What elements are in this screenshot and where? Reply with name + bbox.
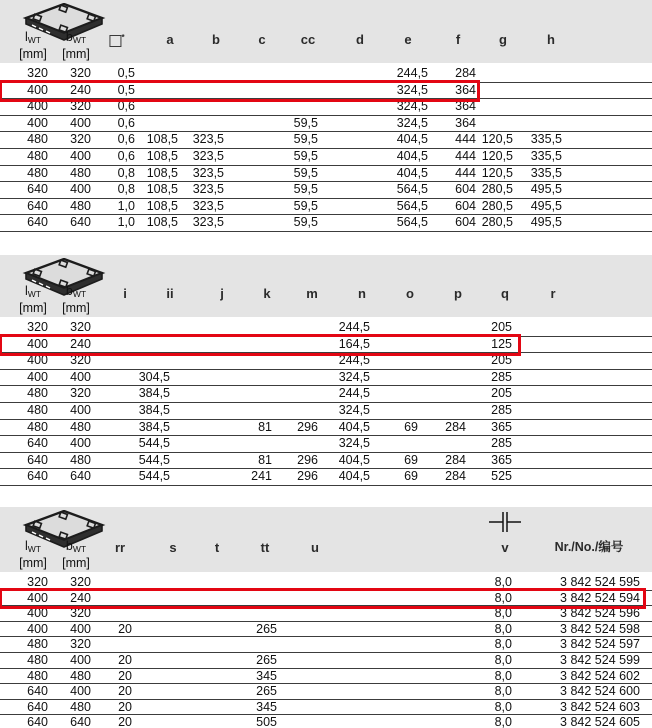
- cell-tt: 345: [256, 699, 277, 714]
- cell-v: 8,0: [494, 715, 512, 728]
- cell-n: 324,5: [338, 369, 370, 384]
- cell-tt: 345: [256, 668, 277, 683]
- column-letter-f: f: [455, 32, 461, 47]
- cell-q: 205: [491, 320, 512, 334]
- cell-sq: 0,6: [117, 132, 135, 147]
- table-row: [0, 132, 652, 149]
- table-header-band: [0, 0, 652, 63]
- cell-bwt: 320: [70, 575, 91, 589]
- table-row: [0, 469, 652, 486]
- cell-bwt: 640: [70, 469, 91, 484]
- cell-g: 120,5: [481, 132, 513, 147]
- table-row: [0, 199, 652, 216]
- cell-bwt: 480: [70, 198, 91, 213]
- cell-nr: 3 842 524 594: [560, 590, 640, 605]
- table-row: [0, 591, 652, 607]
- cell-n: 244,5: [338, 386, 370, 401]
- cell-k: 241: [251, 469, 272, 484]
- cell-lwt: 480: [27, 165, 48, 180]
- cell-e: 324,5: [396, 99, 428, 114]
- cell-lwt: 640: [27, 436, 48, 451]
- cell-f: 364: [455, 115, 476, 130]
- cell-lwt: 640: [27, 684, 48, 699]
- cell-bwt: 320: [70, 320, 91, 334]
- table-row: [0, 420, 652, 437]
- table-row: [0, 99, 652, 116]
- cell-lwt: 640: [27, 452, 48, 467]
- cell-lwt: 320: [27, 320, 48, 334]
- cell-v: 8,0: [494, 699, 512, 714]
- cell-a: 108,5: [146, 215, 178, 230]
- cell-ii: 384,5: [138, 419, 170, 434]
- cell-a: 108,5: [146, 148, 178, 163]
- column-letter-u: u: [311, 540, 319, 555]
- cell-e: 564,5: [396, 215, 428, 230]
- cell-h: 495,5: [530, 215, 562, 230]
- column-letter-s: s: [169, 540, 177, 555]
- table-row: [0, 116, 652, 133]
- cell-e: 244,5: [396, 66, 428, 80]
- column-letter-h: h: [547, 32, 555, 47]
- cell-bwt: 240: [70, 336, 91, 351]
- cell-rr: 20: [118, 684, 132, 699]
- cell-bwt: 400: [70, 436, 91, 451]
- cell-g: 120,5: [481, 165, 513, 180]
- cell-rr: 20: [118, 699, 132, 714]
- table-rows: [0, 320, 652, 486]
- cell-bwt: 480: [70, 668, 91, 683]
- cell-lwt: 320: [27, 575, 48, 589]
- cell-n: 324,5: [338, 402, 370, 417]
- cell-bwt: 400: [70, 684, 91, 699]
- column-letter-e: e: [404, 32, 412, 47]
- cell-q: 285: [491, 402, 512, 417]
- cell-v: 8,0: [494, 590, 512, 605]
- column-letter-o: o: [406, 286, 414, 301]
- lwt-column-label: $l_{WT}$ [mm]: [19, 284, 47, 315]
- cell-lwt: 480: [27, 419, 48, 434]
- table-row: [0, 622, 652, 638]
- column-letter-m: m: [306, 286, 318, 301]
- cell-nr: 3 842 524 597: [560, 637, 640, 652]
- cell-lwt: 320: [27, 66, 48, 80]
- table-row: [0, 149, 652, 166]
- table-row: [0, 715, 652, 728]
- cell-lwt: 640: [27, 469, 48, 484]
- cell-lwt: 480: [27, 652, 48, 667]
- cell-bwt: 400: [70, 115, 91, 130]
- table-row: [0, 386, 652, 403]
- cell-lwt: 400: [27, 590, 48, 605]
- cell-rr: 20: [118, 621, 132, 636]
- cell-lwt: 640: [27, 215, 48, 230]
- column-letter-g: g: [499, 32, 507, 47]
- table-row: [0, 83, 652, 100]
- cell-lwt: 400: [27, 353, 48, 368]
- cell-lwt: 640: [27, 715, 48, 728]
- table-row: [0, 700, 652, 716]
- cell-cc: 59,5: [293, 165, 318, 180]
- cell-b: 323,5: [192, 215, 224, 230]
- cell-q: 285: [491, 369, 512, 384]
- cell-bwt: 240: [70, 590, 91, 605]
- table-row: [0, 166, 652, 183]
- cell-e: 324,5: [396, 82, 428, 97]
- cell-lwt: 400: [27, 82, 48, 97]
- cell-b: 323,5: [192, 132, 224, 147]
- cell-m: 296: [297, 452, 318, 467]
- cell-sq: 0,5: [117, 66, 135, 80]
- column-letter-k: k: [263, 286, 271, 301]
- cell-lwt: 640: [27, 699, 48, 714]
- column-letter-d: d: [356, 32, 364, 47]
- column-letter-i: i: [123, 286, 127, 301]
- bwt-column-label: $b_{WT}$ [mm]: [62, 539, 90, 570]
- cell-f: 604: [455, 215, 476, 230]
- cell-lwt: 400: [27, 99, 48, 114]
- table-header-band: [0, 507, 652, 572]
- lwt-column-label: $l_{WT}$ [mm]: [19, 30, 47, 61]
- table-row: [0, 182, 652, 199]
- cell-n: 324,5: [338, 436, 370, 451]
- gap-dimension-icon: [489, 510, 521, 539]
- cell-lwt: 640: [27, 182, 48, 197]
- cell-ii: 384,5: [138, 402, 170, 417]
- cell-v: 8,0: [494, 637, 512, 652]
- square-symbol-column-header: [109, 33, 124, 49]
- cell-sq: 0,6: [117, 115, 135, 130]
- table-row: [0, 684, 652, 700]
- cell-ii: 544,5: [138, 469, 170, 484]
- cell-bwt: 400: [70, 621, 91, 636]
- cell-f: 444: [455, 165, 476, 180]
- table-rows: [0, 575, 652, 728]
- cell-lwt: 480: [27, 386, 48, 401]
- cell-e: 404,5: [396, 132, 428, 147]
- cell-lwt: 480: [27, 402, 48, 417]
- cell-lwt: 640: [27, 198, 48, 213]
- cell-v: 8,0: [494, 621, 512, 636]
- cell-k: 81: [258, 452, 272, 467]
- cell-cc: 59,5: [293, 148, 318, 163]
- lwt-column-label: $l_{WT}$ [mm]: [19, 539, 47, 570]
- table-row: [0, 669, 652, 685]
- cell-q: 365: [491, 419, 512, 434]
- table-row: [0, 337, 652, 354]
- cell-f: 364: [455, 99, 476, 114]
- column-letter-t: t: [214, 540, 220, 555]
- cell-bwt: 320: [70, 99, 91, 114]
- column-letter-v: v: [501, 540, 509, 555]
- cell-lwt: 480: [27, 637, 48, 652]
- cell-ii: 384,5: [138, 386, 170, 401]
- column-letter-a: a: [166, 32, 174, 47]
- table-row: [0, 653, 652, 669]
- cell-f: 444: [455, 148, 476, 163]
- column-letter-j: j: [220, 286, 224, 301]
- cell-bwt: 480: [70, 165, 91, 180]
- cell-a: 108,5: [146, 132, 178, 147]
- cell-nr: 3 842 524 595: [560, 575, 640, 589]
- cell-bwt: 640: [70, 215, 91, 230]
- cell-o: 69: [404, 419, 418, 434]
- bwt-column-label: $b_{WT}$ [mm]: [62, 30, 90, 61]
- cell-nr: 3 842 524 605: [560, 715, 640, 728]
- column-letter-tt: tt: [260, 540, 270, 555]
- cell-tt: 505: [256, 715, 277, 728]
- cell-cc: 59,5: [293, 182, 318, 197]
- cell-bwt: 480: [70, 419, 91, 434]
- cell-lwt: 400: [27, 369, 48, 384]
- column-letter-n: n: [358, 286, 366, 301]
- column-letter-cc: cc: [300, 32, 316, 47]
- cell-f: 604: [455, 182, 476, 197]
- cell-n: 164,5: [338, 336, 370, 351]
- cell-sq: 0,5: [117, 82, 135, 97]
- cell-sq: 0,8: [117, 182, 135, 197]
- cell-p: 284: [445, 469, 466, 484]
- cell-p: 284: [445, 419, 466, 434]
- table-row: [0, 320, 652, 337]
- cell-sq: 0,8: [117, 165, 135, 180]
- cell-o: 69: [404, 452, 418, 467]
- cell-e: 564,5: [396, 182, 428, 197]
- cell-lwt: 480: [27, 132, 48, 147]
- cell-g: 280,5: [481, 182, 513, 197]
- cell-q: 285: [491, 436, 512, 451]
- cell-f: 444: [455, 132, 476, 147]
- cell-n: 244,5: [338, 320, 370, 334]
- cell-ii: 544,5: [138, 452, 170, 467]
- cell-n: 244,5: [338, 353, 370, 368]
- cell-v: 8,0: [494, 652, 512, 667]
- table-row: [0, 575, 652, 591]
- table-rows: [0, 66, 652, 232]
- cell-g: 120,5: [481, 148, 513, 163]
- cell-nr: 3 842 524 602: [560, 668, 640, 683]
- square-outline-icon: [109, 35, 121, 47]
- cell-bwt: 400: [70, 652, 91, 667]
- cell-q: 525: [491, 469, 512, 484]
- column-letter-q: q: [501, 286, 509, 301]
- bwt-column-label: $b_{WT}$ [mm]: [62, 284, 90, 315]
- cell-bwt: 400: [70, 182, 91, 197]
- cell-bwt: 640: [70, 715, 91, 728]
- part-number-column-header: Nr./No./编号: [554, 540, 624, 554]
- cell-bwt: 400: [70, 148, 91, 163]
- table-header-band: [0, 255, 652, 317]
- cell-v: 8,0: [494, 668, 512, 683]
- cell-bwt: 320: [70, 637, 91, 652]
- cell-k: 81: [258, 419, 272, 434]
- cell-h: 335,5: [530, 165, 562, 180]
- cell-h: 335,5: [530, 132, 562, 147]
- cell-bwt: 320: [70, 66, 91, 80]
- table-row: [0, 215, 652, 232]
- cell-e: 404,5: [396, 148, 428, 163]
- cell-v: 8,0: [494, 684, 512, 699]
- cell-n: 404,5: [338, 452, 370, 467]
- table-row: [0, 66, 652, 83]
- table-row: [0, 453, 652, 470]
- cell-tt: 265: [256, 621, 277, 636]
- cell-v: 8,0: [494, 575, 512, 589]
- cell-lwt: 400: [27, 606, 48, 621]
- cell-sq: 1,0: [117, 215, 135, 230]
- cell-b: 323,5: [192, 148, 224, 163]
- column-letter-b: b: [212, 32, 220, 47]
- cell-ii: 544,5: [138, 436, 170, 451]
- cell-f: 604: [455, 198, 476, 213]
- cell-tt: 265: [256, 684, 277, 699]
- cell-a: 108,5: [146, 182, 178, 197]
- cell-q: 365: [491, 452, 512, 467]
- cell-sq: 1,0: [117, 198, 135, 213]
- cell-b: 323,5: [192, 165, 224, 180]
- cell-bwt: 480: [70, 452, 91, 467]
- cell-nr: 3 842 524 599: [560, 652, 640, 667]
- cell-m: 296: [297, 469, 318, 484]
- cell-sq: 0,6: [117, 99, 135, 114]
- column-letter-p: p: [454, 286, 462, 301]
- footnote-marker: *: [121, 33, 125, 42]
- cell-g: 280,5: [481, 198, 513, 213]
- cell-bwt: 320: [70, 606, 91, 621]
- cell-p: 284: [445, 452, 466, 467]
- cell-h: 335,5: [530, 148, 562, 163]
- spec-table-a-h: [0, 0, 652, 232]
- cell-h: 495,5: [530, 182, 562, 197]
- cell-bwt: 400: [70, 369, 91, 384]
- column-letter-r: r: [550, 286, 556, 301]
- cell-v: 8,0: [494, 606, 512, 621]
- cell-bwt: 320: [70, 386, 91, 401]
- cell-g: 280,5: [481, 215, 513, 230]
- cell-h: 495,5: [530, 198, 562, 213]
- cell-o: 69: [404, 469, 418, 484]
- cell-rr: 20: [118, 652, 132, 667]
- cell-rr: 20: [118, 668, 132, 683]
- table-row: [0, 353, 652, 370]
- cell-f: 364: [455, 82, 476, 97]
- cell-bwt: 480: [70, 699, 91, 714]
- cell-bwt: 320: [70, 353, 91, 368]
- cell-lwt: 400: [27, 621, 48, 636]
- table-row: [0, 436, 652, 453]
- cell-nr: 3 842 524 603: [560, 699, 640, 714]
- cell-f: 284: [455, 66, 476, 80]
- cell-bwt: 240: [70, 82, 91, 97]
- column-letter-rr: rr: [114, 540, 126, 555]
- cell-a: 108,5: [146, 198, 178, 213]
- cell-lwt: 400: [27, 336, 48, 351]
- cell-n: 404,5: [338, 419, 370, 434]
- cell-sq: 0,6: [117, 148, 135, 163]
- cell-a: 108,5: [146, 165, 178, 180]
- cell-e: 404,5: [396, 165, 428, 180]
- cell-bwt: 400: [70, 402, 91, 417]
- cell-nr: 3 842 524 600: [560, 684, 640, 699]
- cell-ii: 304,5: [138, 369, 170, 384]
- column-letter-ii: ii: [166, 286, 174, 301]
- table-row: [0, 637, 652, 653]
- cell-nr: 3 842 524 598: [560, 621, 640, 636]
- cell-e: 564,5: [396, 198, 428, 213]
- cell-rr: 20: [118, 715, 132, 728]
- cell-cc: 59,5: [293, 215, 318, 230]
- cell-q: 205: [491, 353, 512, 368]
- table-row: [0, 370, 652, 387]
- cell-b: 323,5: [192, 182, 224, 197]
- cell-b: 323,5: [192, 198, 224, 213]
- table-row: [0, 606, 652, 622]
- spec-table-partnumbers: [0, 507, 652, 728]
- table-row: [0, 403, 652, 420]
- cell-tt: 265: [256, 652, 277, 667]
- column-letter-c: c: [258, 32, 266, 47]
- cell-cc: 59,5: [293, 115, 318, 130]
- cell-cc: 59,5: [293, 198, 318, 213]
- cell-q: 205: [491, 386, 512, 401]
- cell-lwt: 480: [27, 148, 48, 163]
- spec-table-i-r: [0, 255, 652, 486]
- cell-n: 404,5: [338, 469, 370, 484]
- cell-e: 324,5: [396, 115, 428, 130]
- cell-bwt: 320: [70, 132, 91, 147]
- cell-q: 125: [491, 336, 512, 351]
- cell-cc: 59,5: [293, 132, 318, 147]
- cell-m: 296: [297, 419, 318, 434]
- cell-lwt: 480: [27, 668, 48, 683]
- cell-lwt: 400: [27, 115, 48, 130]
- cell-nr: 3 842 524 596: [560, 606, 640, 621]
